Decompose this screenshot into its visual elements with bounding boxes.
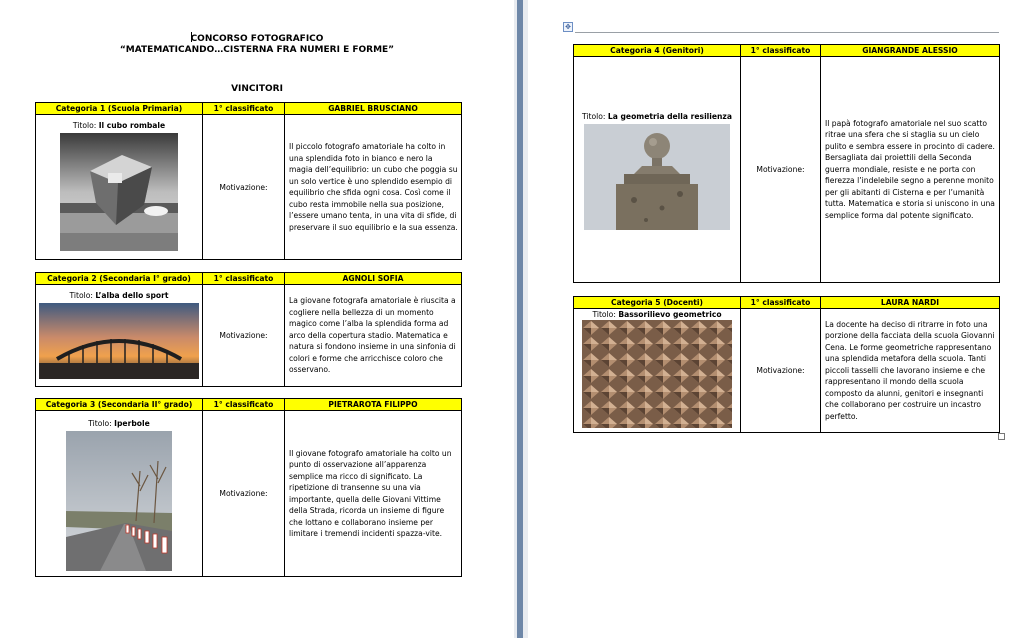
- photo-title: Titolo: La geometria della resilienza: [582, 112, 732, 121]
- contest-subtitle: “MATEMATICANDO…CISTERNA FRA NUMERI E FORME”: [119, 45, 395, 55]
- table-body-row: [574, 57, 1000, 283]
- table-body-row: [574, 309, 1000, 433]
- category-name: Categoria 1 (Scuola Primaria): [36, 103, 203, 115]
- motivation-text: La docente ha deciso di ritrarre in foto una porzione della facciata della scuola Giovanni Cena. Le forme geometriche rappresentano una splendida metafora della scuola. Tanti piccoli tasselli che lavorano insieme e che rappresentano il mondo della scuola composto da alunni, genitori e insegnanti che collaborano per costruire un incastro perfetto.: [821, 309, 1000, 433]
- category-name: Categoria 5 (Docenti): [574, 297, 741, 309]
- photo-title: Titolo: Il cubo rombale: [72, 121, 166, 130]
- motivation-label: Motivazione:: [203, 285, 285, 387]
- contest-title-text: CONCORSO FOTOGRAFICO: [190, 34, 324, 44]
- motivation-text: La giovane fotografa amatoriale è riuscita a cogliere nella bellezza di un momento magico come l’alba la splendida forma ad arco della copertura stadio. Matematica e natura si fondono insieme in una sinfonia di colori e forme che arricchisce coloro che osservano.: [285, 285, 462, 387]
- table-header-row: [36, 103, 462, 115]
- rank-label: 1° classificato: [203, 103, 285, 115]
- rank-label: 1° classificato: [203, 273, 285, 285]
- winner-name: GIANGRANDE ALESSIO: [821, 45, 1000, 57]
- page-divider: [514, 0, 528, 638]
- rank-label: 1° classificato: [741, 45, 821, 57]
- table-header-row: [36, 273, 462, 285]
- photo-rhombic-cube[interactable]: [60, 133, 178, 251]
- rank-label: 1° classificato: [741, 297, 821, 309]
- motivation-text: Il giovane fotografo amatoriale ha colto un punto di osservazione all’apparenza semplice ma ricco di significato. La ripetizione di transenne su una via importante, quella delle Giovani Vittime della Strada, ricorda un insieme di figure che lottano e collaborano insieme per limitare i tremendi incidenti spazza-vite.: [285, 411, 462, 577]
- table-header-row: [36, 399, 462, 411]
- winner-name: AGNOLI SOFIA: [285, 273, 462, 285]
- contest-title: [0, 32, 514, 44]
- photo-stone-sphere[interactable]: [584, 124, 730, 230]
- motivation-label: Motivazione:: [741, 309, 821, 433]
- table-resize-handle[interactable]: [998, 433, 1005, 440]
- table-body-row: [36, 115, 462, 260]
- category-table-1: [35, 102, 462, 260]
- photo-cell: [36, 411, 203, 577]
- category-table-2: [35, 272, 462, 387]
- photo-geometric-bas-relief[interactable]: [582, 320, 732, 428]
- winners-heading: VINCITORI: [231, 84, 283, 94]
- table-top-rule: [575, 32, 999, 33]
- winner-name: LAURA NARDI: [821, 297, 1000, 309]
- photo-title: Titolo: Iperbole: [88, 419, 150, 428]
- category-table-4: [573, 44, 1000, 283]
- photo-sunrise-stadium[interactable]: [39, 303, 199, 379]
- motivation-label: Motivazione:: [741, 57, 821, 283]
- table-move-icon[interactable]: ✥: [563, 22, 573, 32]
- winner-name: PIETRAROTA FILIPPO: [285, 399, 462, 411]
- motivation-text: Il piccolo fotografo amatoriale ha colto in una splendida foto in bianco e nero la magia dell’equilibrio: un cubo che poggia su un solo vertice è uno splendido esempio di equilibrio che sfida ogni cosa. Così come il cubo resta immobile nella sua posizione, l’essere umano tenta, in una vita di sfide, di preservare il suo equilibrio e la sua essenza.: [285, 115, 462, 260]
- table-header-row: [574, 45, 1000, 57]
- photo-title: Titolo: Bassorilievo geometrico: [592, 310, 722, 319]
- category-name: Categoria 2 (Secondaria I° grado): [36, 273, 203, 285]
- table-body-row: [36, 411, 462, 577]
- category-name: Categoria 3 (Secondaria II° grado): [36, 399, 203, 411]
- photo-cell: [36, 115, 203, 260]
- motivation-label: Motivazione:: [203, 411, 285, 577]
- category-table-3: [35, 398, 462, 577]
- table-body-row: [36, 285, 462, 387]
- photo-cell: [36, 285, 203, 387]
- winner-name: GABRIEL BRUSCIANO: [285, 103, 462, 115]
- photo-title: Titolo: L’alba dello sport: [69, 291, 169, 300]
- photo-cell: [574, 309, 741, 433]
- photo-cell: [574, 57, 741, 283]
- photo-road-barriers[interactable]: [66, 431, 172, 571]
- motivation-text: Il papà fotografo amatoriale nel suo scatto ritrae una sfera che si staglia su un cielo pulito e sembra essere in procinto di cadere. Bersagliata dai proiettili della Seconda guerra mondiale, resiste e ne porta con fierezza l’indelebile segno a perenne monito per gli abitanti di Cisterna e per l’umanità tutta. Matematica e storia si uniscono in una semplice forma dal potente significato.: [821, 57, 1000, 283]
- table-header-row: [574, 297, 1000, 309]
- motivation-label: Motivazione:: [203, 115, 285, 260]
- category-table-5: [573, 296, 1000, 433]
- category-name: Categoria 4 (Genitori): [574, 45, 741, 57]
- rank-label: 1° classificato: [203, 399, 285, 411]
